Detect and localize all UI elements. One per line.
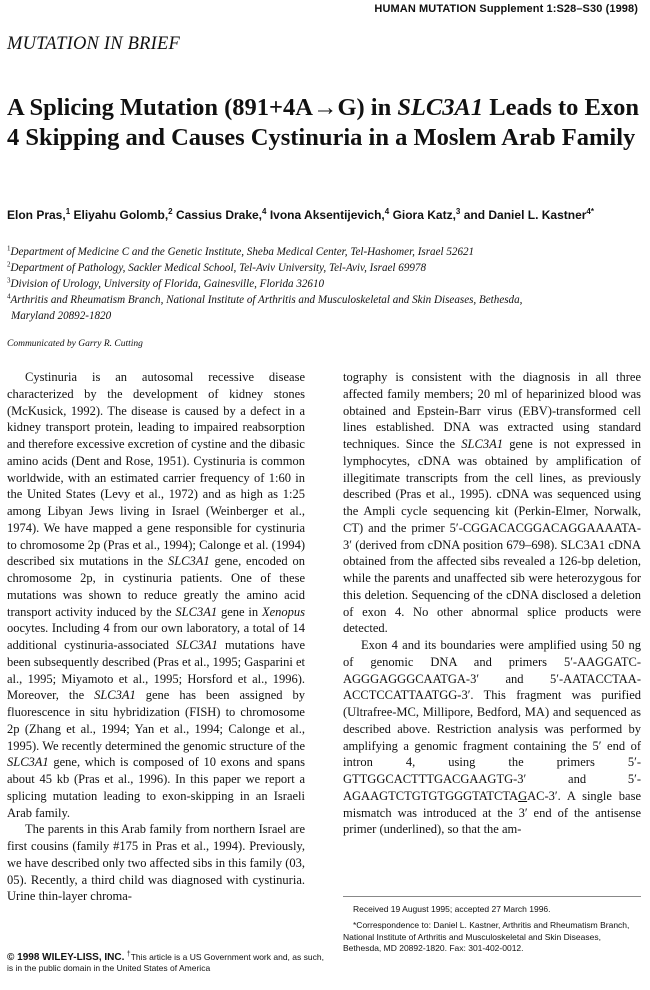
author-name: Ivona Aksentijevich,: [269, 208, 385, 222]
title-gene: SLC3A1: [397, 94, 484, 121]
author-sup: 4: [262, 207, 267, 216]
author-2: [73, 208, 172, 222]
paragraph: Exon 4 and its boundaries were amplified using 50 ng of genomic DNA and primers 5′-AAGGATC-AGGGAGGGCAATGA-3′ and 5′-AATACCTAA-ACCTCCATTAATGG-3′. This fragment was purified (Ultrafree-MC, Millipore, Bedford, MA) and sequenced as described above. Restriction analysis was performed by amplifying a genomic fragment containing the 5′ end of intron 4, using the primers 5′-GTTGGCACTTTGACGAAGTG-3′ and 5′-AGAAGTCTGTGTGGGTATCTAGAC-3′. A single base mismatch was introduced at the 3′ end of the antisense primer (underlined), so that the am-: [343, 638, 641, 837]
author-name: Eliyahu Golomb,: [73, 208, 169, 222]
author-name: and Daniel L. Kastner: [463, 208, 587, 222]
title-part1: A Splicing Mutation (891+4A→G) in: [7, 94, 398, 121]
copyright-notice: © 1998 WILEY-LISS, INC. †This article is a US Government work and, as such, is in the public domain in the United States of America: [7, 950, 324, 973]
author-name: Cassius Drake,: [175, 208, 263, 222]
paragraph: Cystinuria is an autosomal recessive disease characterized by the development of kidney stones (McKusick, 1992). The disease is caused by a defect in a kidney transport protein, leading to impaired reabsorption and therefore excessive excretion of cystine and the dibasic amino acids (Dent and Rose, 1951). Cystinuria is common worldwide, with an estimated carrier frequency of 1:60 in the United States (Levy et al., 1972) and as high as 1:25 among Libyan Jews living in Israel (Weinberger et al., 1974). We have mapped a gene responsible for cystinuria to chromosome 2p (Pras et al., 1994); Calonge et al. (1994) described six mutations in the SLC3A1 gene, encoded on chromosome 2p, in cystinuria patients. One of these mutations was shown to reduce greatly the amino acid transport activity induced by the SLC3A1 gene in Xenopus oocytes. Including 4 from our own laboratory, a total of 14 additional cystinuria-associated SLC3A1 mutations have been subsequently described (Pras et al., 1995; Gasparini et al., 1995; Miyamoto et al., 1995; Horsford et al., 1996). Moreover, the SLC3A1 gene has been assigned by fluorescence in situ hybridization (FISH) to chromosome 2p (Zhang et al., 1994; Yan et al., 1994; Calonge et al., 1995). We recently determined the genomic structure of the SLC3A1 gene, which is composed of 10 exons and spans about 45 kb (Pras et al., 1996). In this paper we report a splicing mutation leading to exon-skipping in an Israeli Arab family.: [7, 370, 306, 820]
affiliation-3: $^3$Division of Urology, University of Florida, Gainesville, Florida 32610: [7, 276, 325, 290]
paragraph: The parents in this Arab family from northern Israel are first cousins (family #175 in Pras et al., 1994). Previously, we have described only two affected sibs in this family (03, 05). Recently, a third child was diagnosed with cystinuria. Urine thin-layer chroma-: [7, 822, 305, 904]
affiliation-4-cont: Maryland 20892-1820: [11, 310, 112, 322]
author-3: [176, 208, 267, 222]
author-sup: 4*: [586, 207, 594, 216]
author-1: [7, 208, 70, 222]
author-sup: 3: [455, 207, 461, 216]
author-sup: 2: [168, 207, 173, 216]
affiliation-1: $^1$Department of Medicine C and the Genetic Institute, Sheba Medical Center, Tel-Hashomer, Israel 52621: [7, 244, 475, 258]
author-name: Elon Pras,: [7, 208, 66, 222]
author-4: [270, 208, 389, 222]
footnote-divider: [343, 896, 641, 897]
received-date: Received 19 August 1995; accepted 27 March 1996.: [353, 904, 551, 914]
body-column-left: [7, 369, 305, 905]
author-6: [464, 208, 594, 222]
communicated-by: Communicated by Garry R. Cutting: [7, 339, 143, 349]
affiliation-2: $^2$Department of Pathology, Sackler Medical School, Tel-Aviv University, Tel-Aviv, Israel 69978: [7, 260, 427, 274]
article-title: [7, 93, 647, 153]
author-sup: 1: [65, 207, 71, 216]
body-column-right: [343, 369, 641, 838]
affiliation-4: $^4$Arthritis and Rheumatism Branch, National Institute of Arthritis and Musculoskeletal and Skin Diseases, Bethesda,: [7, 292, 523, 306]
author-list: [7, 206, 647, 224]
author-name: Giora Katz,: [392, 208, 456, 222]
author-5: [393, 208, 461, 222]
underlined-base: G: [518, 788, 528, 803]
section-label: MUTATION IN BRIEF: [7, 34, 180, 54]
journal-header: HUMAN MUTATION Supplement 1:S28–S30 (1998): [374, 3, 638, 15]
paragraph: tography is consistent with the diagnosis in all three affected family members; 20 ml of heparinized blood was obtained and Epstein-Barr virus (EBV)-transformed cell lines established. DNA was extracted using standard techniques. Since the SLC3A1 gene is not expressed in lymphocytes, cDNA was obtained by amplification of illegitimate transcripts from the cell lines, as previously described (Pras et al., 1995). cDNA was sequenced using the Ampli cycle sequencing kit (Perkin-Elmer, Norwalk, CT) and the primer 5′-CGGACACGGACAGGAAAATA-3′ (derived from cDNA position 679–698). SLC3A1 cDNA obtained from the affected sibs revealed a 126-bp deletion, while the parents and unaffected sib were heterozygous for this deletion. Sequencing of the cDNA disclosed a deletion of exon 4. No other abnormal splice products were detected.: [343, 370, 642, 636]
author-sup: 4: [384, 207, 390, 216]
correspondence-note: *Correspondence to: Daniel L. Kastner, Arthritis and Rheumatism Branch, National Institute of Arthritis and Musculoskeletal and Skin Diseases, Bethesda, MD 20892-1820. Fax: 301-402-0012.: [343, 920, 630, 953]
title-part2: Leads to Exon 4 Skipping and Causes Cystinuria in a Moslem Arab Family: [7, 94, 640, 151]
